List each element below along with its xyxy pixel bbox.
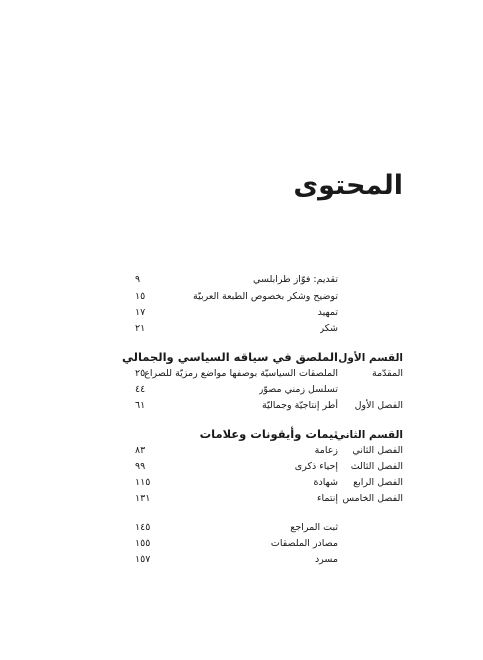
toc-entry-page: ٢١ <box>135 323 146 334</box>
chapter-label: المقدّمة <box>371 368 403 379</box>
toc-entry-page: ٩ <box>135 274 141 285</box>
part-one-title: الملصق في سياقه السياسي والجمالي <box>122 350 338 364</box>
chapter-label: الفصل الثاني <box>352 445 403 456</box>
chapter-label: الفصل الثالث <box>350 461 403 472</box>
toc-entry-page: ٢٥ <box>135 368 146 379</box>
toc-entry-title: زعامة <box>314 445 338 456</box>
toc-entry-page: ١٣١ <box>135 493 151 504</box>
toc-entry-page: ١٤٥ <box>135 522 151 533</box>
chapter-label: الفصل الأول <box>354 400 403 411</box>
toc-entry-page: ١٥ <box>135 291 146 302</box>
toc-entry-title: مسرد <box>314 554 338 565</box>
toc-entry-page: ١٥٥ <box>135 538 151 549</box>
toc-entry-page: ٦١ <box>135 400 146 411</box>
toc-entry-page: ١١٥ <box>135 477 151 488</box>
toc-entry-page: ١٥٧ <box>135 554 151 565</box>
part-one-label: القسم الأول <box>338 352 403 364</box>
toc-entry-title: ثبت المراجع <box>290 522 338 533</box>
toc-entry-title: أطر إنتاجيّة وجماليّة <box>261 400 338 411</box>
toc-entry-page: ١٧ <box>135 307 146 318</box>
part-two-label: القسم الثاني <box>334 429 403 441</box>
toc-entry-page: ٤٤ <box>135 384 146 395</box>
toc-entry-title: شهادة <box>313 477 338 488</box>
toc-entry-title: إحياء ذكرى <box>294 461 338 472</box>
toc-title: المحتوى <box>293 170 403 201</box>
toc-entry-title: مصادر الملصقات <box>270 538 338 549</box>
toc-entry-title: تمهيد <box>317 307 338 318</box>
chapter-label: الفصل الرابع <box>353 477 403 488</box>
part-two-title: ثيمات وأيقونات وعلامات <box>199 427 338 441</box>
toc-entry-title: إنتماء <box>316 493 338 504</box>
toc-entry-title: الملصقات السياسيّة بوصفها مواضع رمزيّة للصراع <box>144 368 338 379</box>
toc-entry-title: تسلسل زمني مصوّر <box>258 384 338 395</box>
toc-entry-title: شكر <box>319 323 338 334</box>
toc-entry-title: توضيح وشكر بخصوص الطبعة العربيّة <box>193 291 338 302</box>
toc-entry-page: ٩٩ <box>135 461 146 472</box>
chapter-label: الفصل الخامس <box>342 493 403 504</box>
toc-entry-page: ٨٣ <box>135 445 146 456</box>
toc-entry-title: تقديم: فوّاز طرابلسي <box>253 274 338 285</box>
